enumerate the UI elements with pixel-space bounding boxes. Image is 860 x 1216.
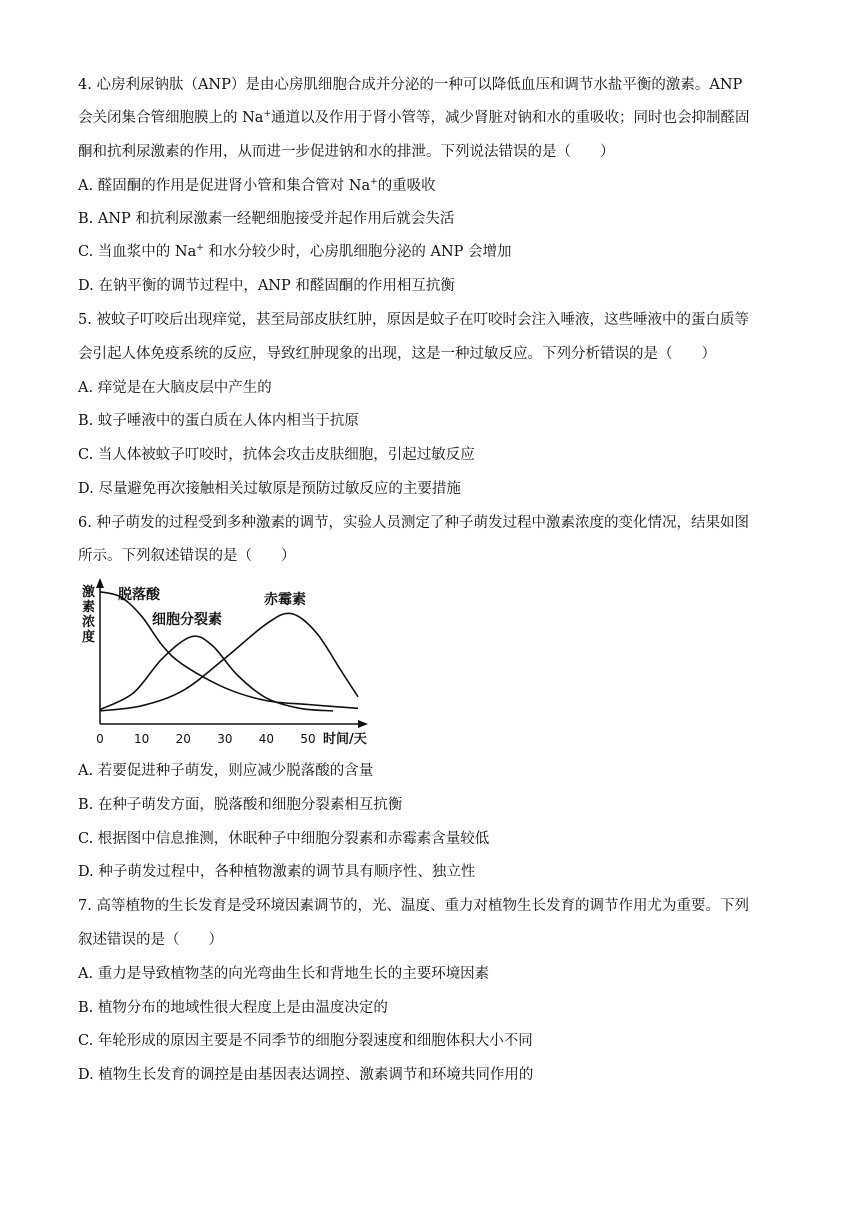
label-abscisic-acid: 脱落酸: [118, 587, 160, 603]
q4-option-b: B. ANP 和抗利尿激素一经靶细胞接受并起作用后就会失活: [78, 211, 455, 227]
y-axis-label: [82, 584, 95, 645]
q7-stem-line1: 7. 高等植物的生长发育是受环境因素调节的，光、温度、重力对植物生长发育的调节作用尤为重要。下列: [78, 898, 749, 914]
x-tick-labels: [96, 732, 316, 746]
curve-gibberellin: [100, 613, 358, 711]
hormone-chart-svg: [78, 578, 388, 748]
q5-stem-line2: 会引起人体免疫系统的反应，导致红肿现象的出现，这是一种过敏反应。下列分析错误的是（ ）: [78, 346, 716, 362]
q6-option-c: C. 根据图中信息推测，休眠种子中细胞分裂素和赤霉素含量较低: [78, 831, 490, 847]
q5-option-d: D. 尽量避免再次接触相关过敏原是预防过敏反应的主要措施: [78, 481, 461, 497]
q4-option-a-part2: 的重吸收: [377, 178, 436, 194]
q7-option-a: A. 重力是导致植物茎的向光弯曲生长和背地生长的主要环境因素: [78, 966, 490, 982]
q6-option-d: D. 种子萌发过程中，各种植物激素的调节具有顺序性、独立性: [78, 864, 476, 880]
q4-option-a-sup: +: [370, 177, 378, 188]
hormone-chart: [78, 578, 388, 748]
label-gibberellin: 赤霉素: [264, 592, 306, 608]
q5-stem-line1: 5. 被蚊子叮咬后出现痒觉，甚至局部皮肤红肿，原因是蚊子在叮咬时会注入唾液，这些唾液中的蛋白质等: [78, 312, 749, 328]
q4-option-a: [78, 176, 784, 196]
q4-stem-line2-sup: +: [263, 109, 271, 120]
label-cytokinin: 细胞分裂素: [152, 612, 222, 628]
q4-option-c-part1: C. 当血浆中的 Na: [78, 244, 197, 260]
q6-stem-line2: 所示。下列叙述错误的是（ ）: [78, 548, 296, 564]
q4-stem-line1: 4. 心房利尿钠肽（ANP）是由心房肌细胞合成并分泌的一种可以降低血压和调节水盐平衡的激素。ANP: [78, 77, 743, 93]
q7-option-b: B. 植物分布的地域性很大程度上是由温度决定的: [78, 1000, 388, 1016]
x-tick-label: 30: [217, 732, 233, 746]
x-axis-arrow: [358, 720, 368, 728]
q4-stem-line3: 酮和抗利尿激素的作用，从而进一步促进钠和水的排泄。下列说法错误的是（ ）: [78, 144, 615, 160]
y-axis-label-char: 浓: [82, 615, 96, 630]
q5-option-a: A. 痒觉是在大脑皮层中产生的: [78, 380, 272, 396]
q5-option-b: B. 蚊子唾液中的蛋白质在人体内相当于抗原: [78, 413, 359, 429]
q5-option-c: C. 当人体被蚊子叮咬时，抗体会攻击皮肤细胞，引起过敏反应: [78, 447, 475, 463]
q7-option-c: C. 年轮形成的原因主要是不同季节的细胞分裂速度和细胞体积大小不同: [78, 1033, 533, 1049]
q7-stem-line2: 叙述错误的是（ ）: [78, 932, 223, 948]
x-tick-label: 10: [133, 732, 150, 746]
y-axis-label-char: 度: [82, 630, 96, 645]
q6-option-a: A. 若要促进种子萌发，则应减少脱落酸的含量: [78, 763, 374, 779]
q4-stem-line2-part1: 会关闭集合管细胞膜上的 Na: [78, 110, 264, 126]
x-tick-label: 0: [96, 732, 104, 746]
x-tick-label: 20: [175, 732, 191, 746]
q4-stem-line2: [78, 108, 784, 128]
q4-option-c-sup: +: [196, 243, 204, 254]
q7-option-d: D. 植物生长发育的调控是由基因表达调控、激素调节和环境共同作用的: [78, 1067, 534, 1083]
q4-option-a-part1: A. 醛固酮的作用是促进肾小管和集合管对 Na: [78, 178, 371, 194]
x-axis-label: 时间/天: [323, 732, 367, 747]
x-tick-label: 50: [300, 732, 316, 746]
y-axis-arrow: [96, 578, 104, 588]
y-axis-label-char: 激: [82, 585, 96, 600]
q4-option-c: [78, 242, 784, 262]
x-tick-label: 40: [258, 732, 275, 746]
q4-option-c-part2: 和水分较少时，心房肌细胞分泌的 ANP 会增加: [203, 244, 512, 260]
y-axis-label-char: 素: [82, 600, 96, 615]
q6-stem-line1: 6. 种子萌发的过程受到多种激素的调节，实验人员测定了种子萌发过程中激素浓度的变化情况，结果如图: [78, 515, 749, 531]
q4-option-d: D. 在钠平衡的调节过程中，ANP 和醛固酮的作用相互抗衡: [78, 278, 455, 294]
curve-cytokinin: [100, 636, 333, 711]
q6-option-b: B. 在种子萌发方面，脱落酸和细胞分裂素相互抗衡: [78, 797, 403, 813]
q4-stem-line2-part2: 通道以及作用于肾小管等，减少肾脏对钠和水的重吸收；同时也会抑制醛固: [271, 110, 750, 126]
curve-abscisic-acid: [100, 592, 358, 709]
